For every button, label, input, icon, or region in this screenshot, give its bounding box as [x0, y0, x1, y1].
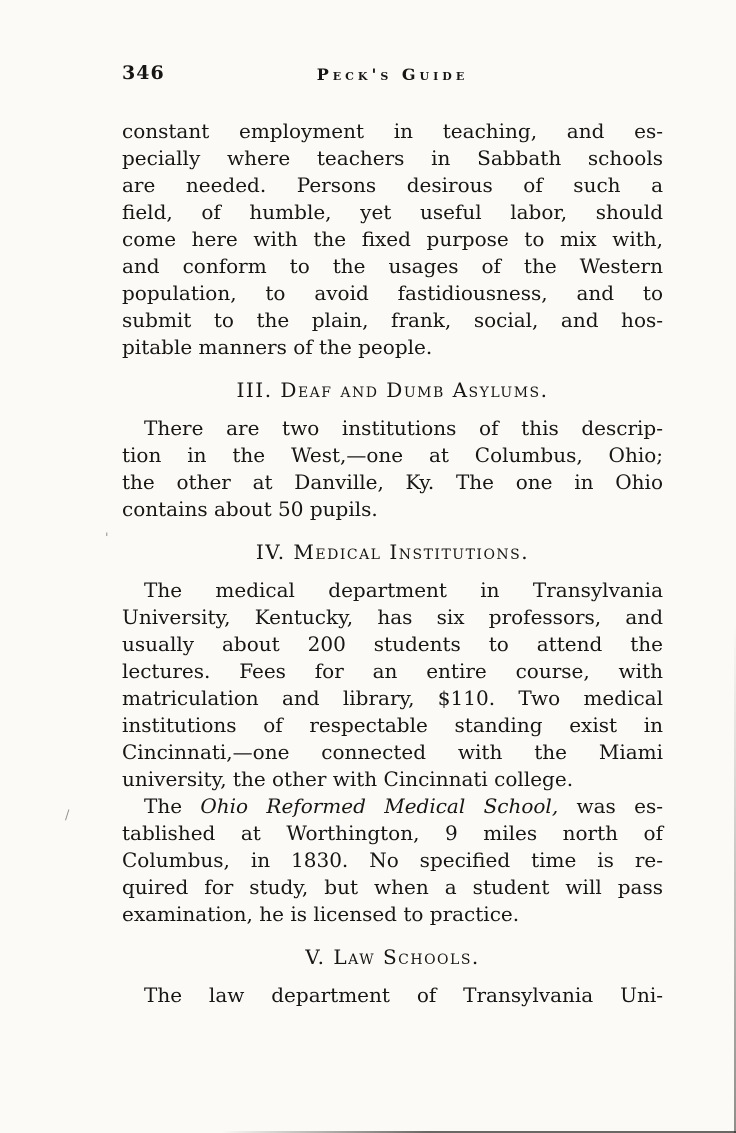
- running-title: Peck's Guide: [316, 65, 469, 84]
- body-line: quired for study, but when a student will pass: [122, 875, 663, 899]
- section-heading-law-schools: V. Law Schools.: [305, 945, 480, 969]
- body-line: [122, 793, 663, 820]
- page-header: [122, 62, 663, 86]
- body-text: was es-: [558, 794, 663, 818]
- body-line: usually about 200 students to attend the: [122, 632, 663, 656]
- paragraph-deaf-dumb-asylums: [122, 415, 663, 523]
- scan-artifact-mark: ': [105, 531, 109, 546]
- body-line: institutions of respectable standing exist in: [122, 713, 663, 737]
- section-heading-deaf-dumb-asylums: III. Deaf and Dumb Asylums.: [236, 378, 549, 402]
- body-line: Columbus, in 1830. No specified time is re-: [122, 848, 663, 872]
- body-line: and conform to the usages of the Western: [122, 254, 663, 278]
- body-line: University, Kentucky, has six professors, and: [122, 605, 663, 629]
- body-text: The: [144, 794, 201, 818]
- body-line: constant employment in teaching, and es-: [122, 119, 663, 143]
- section-heading-medical-institutions: IV. Medical Institutions.: [255, 540, 530, 564]
- body-line: There are two institutions of this descrip-: [144, 416, 663, 440]
- body-line: tion in the West,—one at Columbus, Ohio;: [122, 443, 663, 467]
- paragraph-law-schools: [122, 982, 663, 1009]
- body-line: are needed. Persons desirous of such a: [122, 173, 663, 197]
- body-line: pecially where teachers in Sabbath schools: [122, 146, 663, 170]
- body-line: pitable manners of the people.: [122, 335, 433, 359]
- body-line: population, to avoid fastidiousness, and to: [122, 281, 663, 305]
- body-line: field, of humble, yet useful labor, should: [122, 200, 663, 224]
- scan-artifact-mark: /: [65, 808, 70, 823]
- paragraph-ohio-reformed-medical-school: [122, 793, 663, 928]
- italic-school-name: Ohio Reformed Medical School,: [200, 794, 559, 818]
- body-line: The law department of Transylvania Uni-: [144, 983, 663, 1007]
- page-body: [122, 118, 663, 1009]
- body-line: contains about 50 pupils.: [122, 497, 378, 521]
- paragraph-medical-institutions: [122, 577, 663, 793]
- body-line: the other at Danville, Ky. The one in Ohio: [122, 470, 663, 494]
- body-line: university, the other with Cincinnati college.: [122, 767, 574, 791]
- paragraph-teaching-employment: [122, 118, 663, 361]
- body-line: matriculation and library, $110. Two medical: [122, 686, 663, 710]
- body-line: The medical department in Transylvania: [144, 578, 663, 602]
- body-line: Cincinnati,—one connected with the Miami: [122, 740, 663, 764]
- page-number: 346: [122, 62, 165, 84]
- body-line: submit to the plain, frank, social, and hos-: [122, 308, 663, 332]
- body-line: examination, he is licensed to practice.: [122, 902, 520, 926]
- body-line: come here with the fixed purpose to mix with,: [122, 227, 663, 251]
- body-line: lectures. Fees for an entire course, with: [122, 659, 663, 683]
- body-line: tablished at Worthington, 9 miles north of: [122, 821, 663, 845]
